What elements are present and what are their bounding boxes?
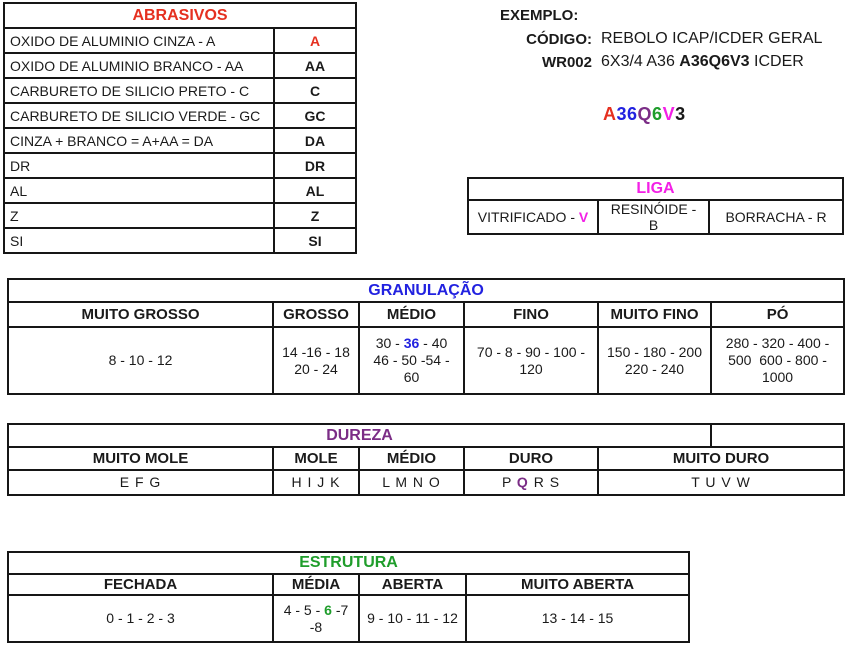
hardness-letters-cell: E F G [8,470,273,495]
structure-values-cell: 4 - 5 - 6 -7 -8 [273,595,359,642]
abrasive-code: C [274,78,356,103]
hardness-letters-cell: H I J K [273,470,359,495]
table-row [4,78,356,103]
abrasive-name: CINZA + BRANCO = A+AA = DA [4,128,274,153]
abrasivos-title: ABRASIVOS [4,3,356,28]
liga-vitrificado-cell: VITRIFICADO - V [468,200,598,234]
granulacao-table [7,278,845,395]
abrasive-code: SI [274,228,356,253]
abrasive-name: CARBURETO DE SILICIO VERDE - GC [4,103,274,128]
abrasive-code: DR [274,153,356,178]
exemplo-heading: EXEMPLO: [500,7,579,24]
granulacao-title: GRANULAÇÃO [8,279,844,302]
table-row [8,595,689,642]
abrasive-code: AA [274,53,356,78]
table-header-row [8,302,844,327]
abrasive-code: Z [274,203,356,228]
table-row [4,103,356,128]
abrasive-code: DA [274,128,356,153]
column-header: PÓ [711,302,844,327]
table-header-row [8,447,844,470]
codigo-label: CÓDIGO: [526,31,592,48]
estrutura-title: ESTRUTURA [8,552,689,574]
column-header: MUITO DURO [598,447,844,470]
structure-values-cell: 9 - 10 - 11 - 12 [359,595,466,642]
hardness-letters-cell: T U V W [598,470,844,495]
grit-values-cell: 280 - 320 - 400 - 500 600 - 800 - 1000 [711,327,844,394]
abrasive-name: SI [4,228,274,253]
column-header: MUITO GROSSO [8,302,273,327]
dureza-header-spacer-cell [711,424,844,447]
table-row [4,53,356,78]
column-header: FINO [464,302,598,327]
column-header: ABERTA [359,574,466,595]
column-header: MÉDIO [359,302,464,327]
abrasivos-table [3,2,357,254]
liga-resinoide-cell: RESINÓIDE - B [598,200,709,234]
liga-table [467,177,844,235]
dureza-table [7,423,845,496]
abrasive-code: A [274,28,356,53]
structure-values-cell: 13 - 14 - 15 [466,595,689,642]
grit-values-cell: 14 -16 - 18 20 - 24 [273,327,359,394]
column-header: MUITO FINO [598,302,711,327]
abrasive-name: Z [4,203,274,228]
table-row [468,200,843,234]
table-row [4,203,356,228]
abrasive-name: AL [4,178,274,203]
column-header: GROSSO [273,302,359,327]
column-header: DURO [464,447,598,470]
table-row [4,128,356,153]
table-row [8,470,844,495]
column-header: MUITO MOLE [8,447,273,470]
grit-values-cell: 70 - 8 - 90 - 100 - 120 [464,327,598,394]
column-header: MÉDIA [273,574,359,595]
codigo-description: REBOLO ICAP/ICDER GERAL [601,30,823,47]
liga-title: LIGA [468,178,843,200]
table-row [4,178,356,203]
abrasive-name: DR [4,153,274,178]
column-header: FECHADA [8,574,273,595]
hardness-letters-cell: L M N O [359,470,464,495]
abrasive-code: GC [274,103,356,128]
table-header-row [8,574,689,595]
column-header: MOLE [273,447,359,470]
dureza-title: DUREZA [8,424,711,447]
column-header: MUITO ABERTA [466,574,689,595]
grit-values-cell: 150 - 180 - 200 220 - 240 [598,327,711,394]
abrasive-name: OXIDO DE ALUMINIO CINZA - A [4,28,274,53]
abrasive-name: OXIDO DE ALUMINIO BRANCO - AA [4,53,274,78]
wr002-label: WR002 [541,54,592,71]
structure-values-cell: 0 - 1 - 2 - 3 [8,595,273,642]
grit-values-cell: 8 - 10 - 12 [8,327,273,394]
hardness-letters-cell: P Q R S [464,470,598,495]
grit-values-cell: 30 - 36 - 40 46 - 50 -54 - 60 [359,327,464,394]
abrasive-code: AL [274,178,356,203]
liga-borracha-cell: BORRACHA - R [709,200,843,234]
column-header: MÉDIO [359,447,464,470]
abrasive-name: CARBURETO DE SILICIO PRETO - C [4,78,274,103]
color-coded-spec: A36Q6V3 [603,104,686,124]
table-row [4,28,356,53]
table-row [8,327,844,394]
estrutura-table [7,551,690,643]
table-row [4,228,356,253]
wr002-description: 6X3/4 A36 A36Q6V3 ICDER [601,53,804,70]
table-row [4,153,356,178]
